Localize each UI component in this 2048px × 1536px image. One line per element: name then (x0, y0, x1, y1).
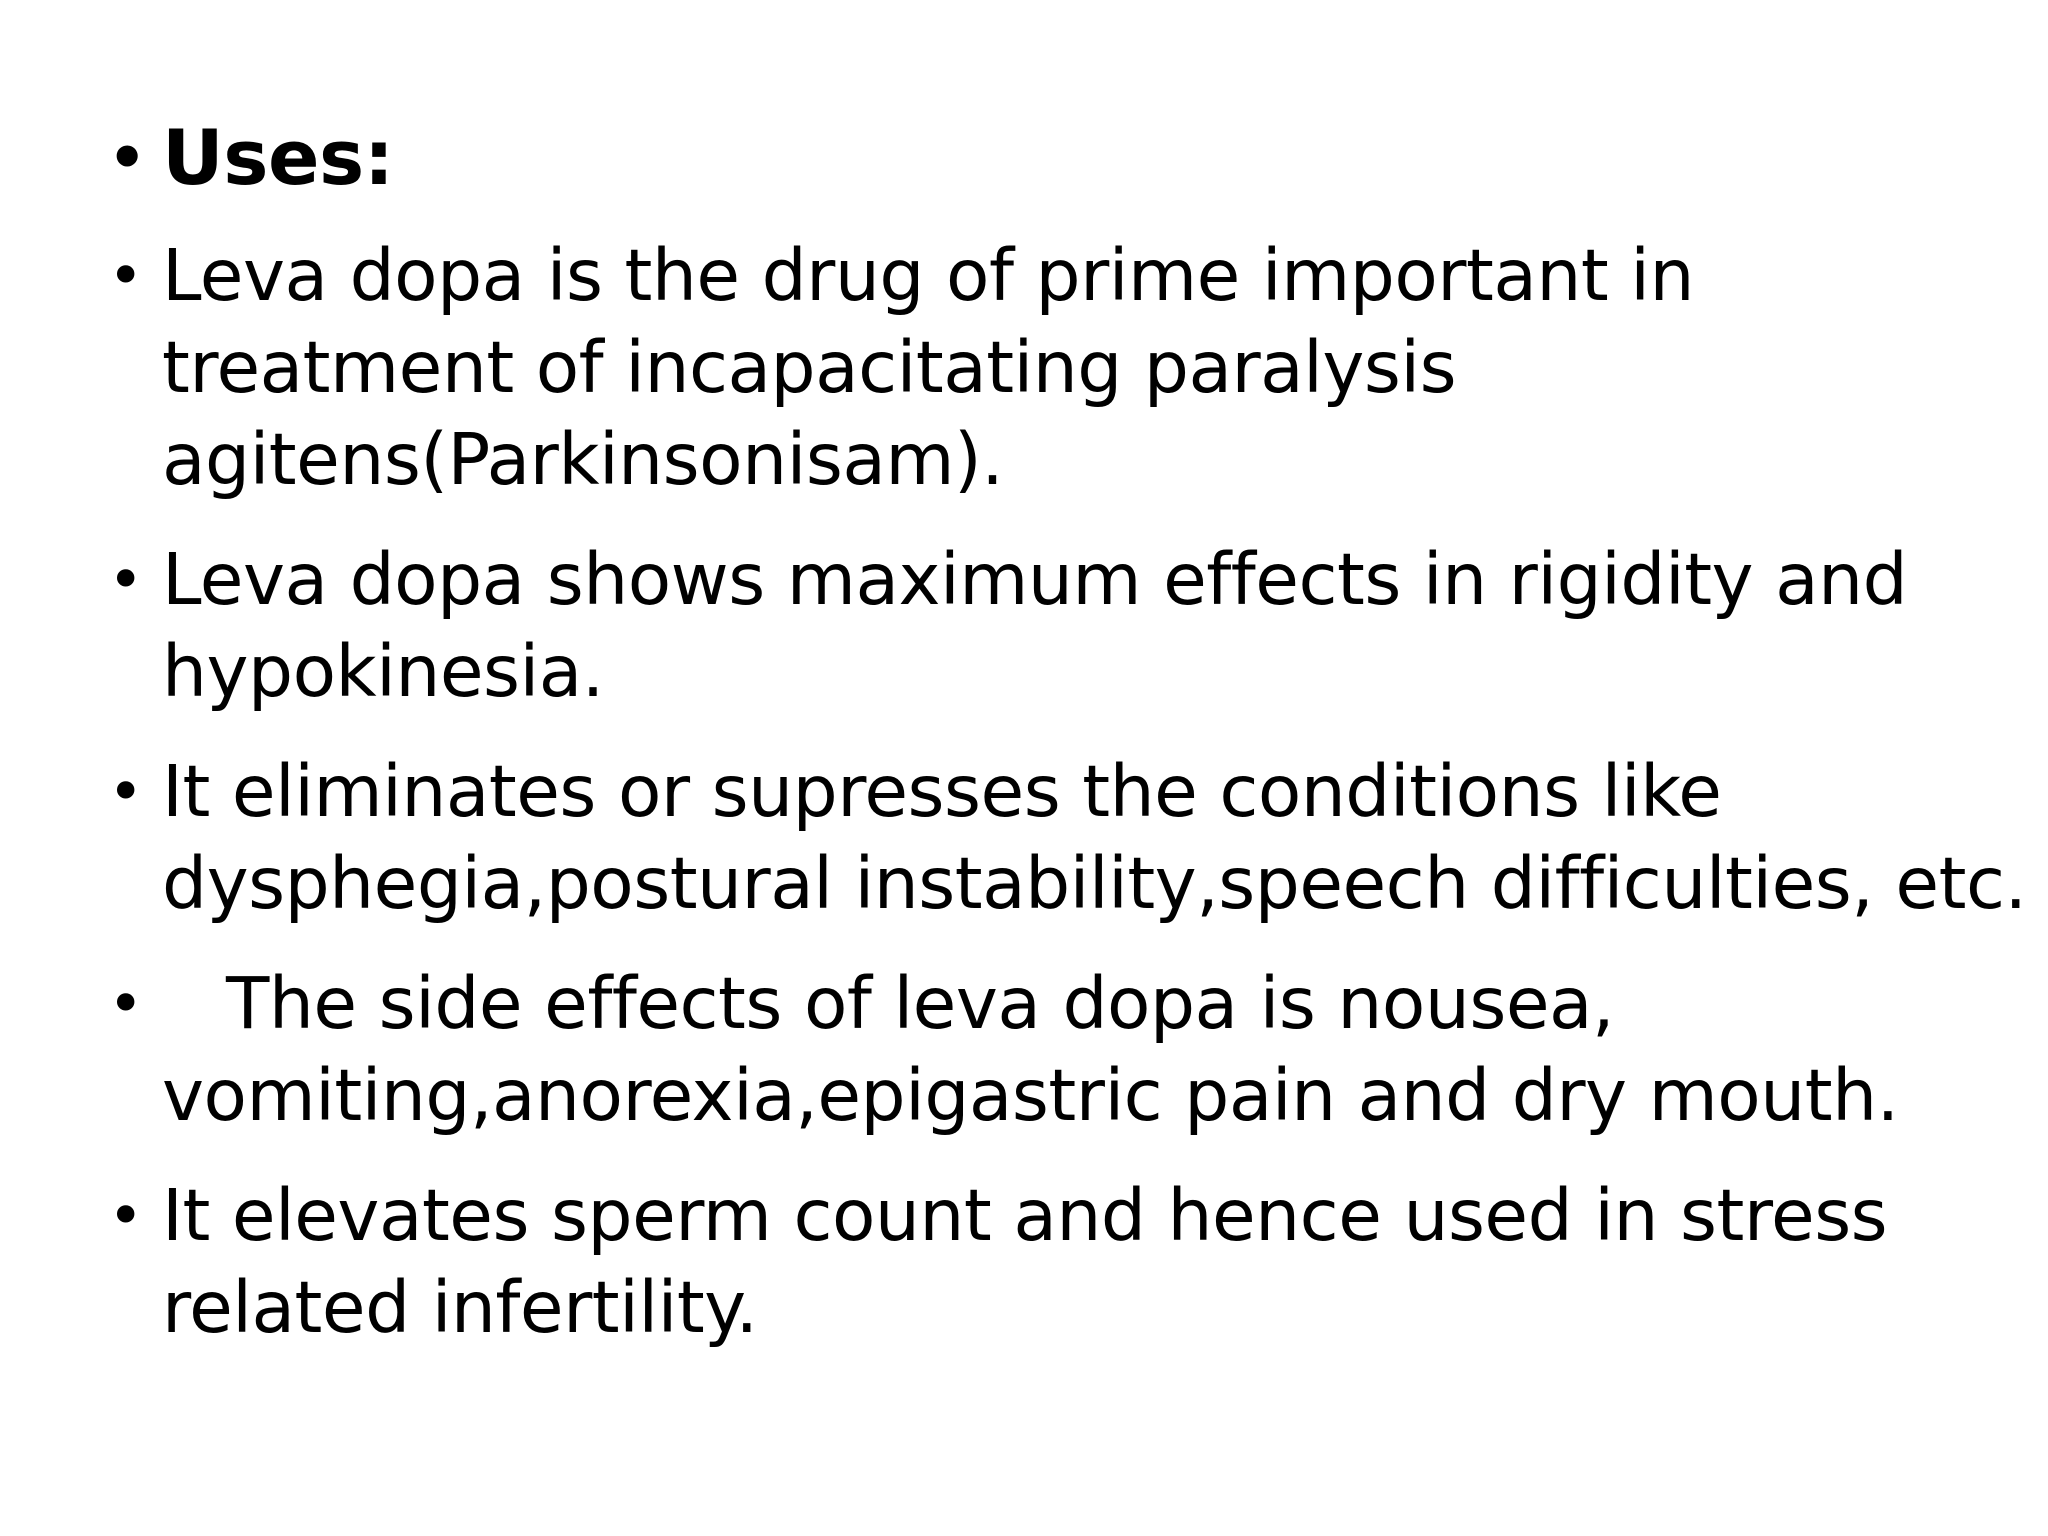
bullet-item (108, 746, 2027, 930)
bullet-line: treatment of incapacitating paralysis (162, 326, 1457, 409)
bullet-heading (108, 112, 2008, 204)
heading-text: Uses: (162, 113, 394, 202)
bullet-icon: • (108, 757, 143, 827)
bullet-icon: • (108, 241, 143, 311)
bullet-text (162, 534, 2008, 718)
bullet-line: It eliminates or supresses the conditions like (162, 750, 1722, 833)
bullet-line: agitens(Parkinsonisam). (162, 418, 1004, 501)
bullet-item (108, 230, 2008, 506)
bullet-text (162, 1170, 2008, 1354)
bullet-line: Leva dopa is the drug of prime important in (162, 234, 1694, 317)
bullet-item (108, 1170, 2008, 1354)
bullet-list (108, 112, 2027, 1382)
bullet-text (162, 958, 2008, 1142)
bullet-line: dysphegia,postural instability,speech difficulties, etc. (162, 842, 2027, 925)
bullet-text (162, 230, 2008, 506)
bullet-line: hypokinesia. (162, 630, 604, 713)
bullet-line: Leva dopa shows maximum effects in rigidity and (162, 538, 1908, 621)
bullet-icon: • (108, 969, 143, 1039)
bullet-line: related infertility. (162, 1266, 758, 1349)
bullet-icon: • (108, 1181, 143, 1251)
bullet-text (162, 746, 2027, 930)
bullet-icon: • (108, 123, 146, 193)
bullet-line: It elevates sperm count and hence used in stress (162, 1174, 1888, 1257)
bullet-item (108, 534, 2008, 718)
bullet-line: vomiting,anorexia,epigastric pain and dry mouth. (162, 1054, 1899, 1137)
bullet-line: The side effects of leva dopa is nousea, (226, 962, 1615, 1045)
bullet-icon: • (108, 545, 143, 615)
bullet-item (108, 958, 2008, 1142)
